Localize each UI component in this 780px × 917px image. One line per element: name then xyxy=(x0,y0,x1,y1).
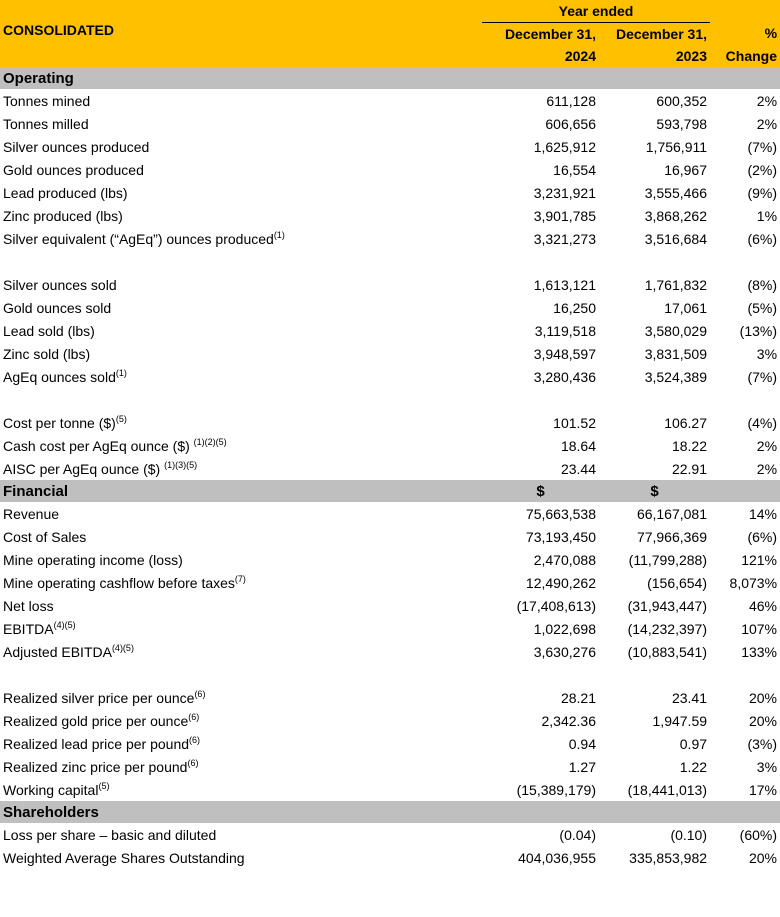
percent-change: 8,073% xyxy=(729,574,778,591)
section-title: Financial xyxy=(0,480,482,502)
percent-change: (7%) xyxy=(747,368,778,385)
row-label xyxy=(0,411,482,434)
row-label-text: Gold ounces produced xyxy=(3,161,144,178)
header-row-1 xyxy=(0,0,780,23)
value-2024: 3,119,518 xyxy=(534,322,596,339)
header-row-3 xyxy=(0,44,780,67)
row-label xyxy=(0,755,482,778)
table-row xyxy=(0,457,780,480)
value-2023: 17,061 xyxy=(664,299,708,316)
spacer-cell xyxy=(710,663,780,686)
value-2024: 16,250 xyxy=(553,299,596,316)
value-2024: 3,630,276 xyxy=(533,643,596,660)
value-2024: 1,625,912 xyxy=(533,138,596,155)
section-row-financial xyxy=(0,480,780,502)
value-2023: 1,947.59 xyxy=(652,712,708,729)
footnote-ref: (1)(3)(5) xyxy=(164,459,198,470)
table-row xyxy=(0,823,780,846)
row-label xyxy=(0,778,482,801)
table-row xyxy=(0,319,780,342)
section-title: Shareholders xyxy=(0,801,482,823)
row-label xyxy=(0,296,482,319)
row-label-text: Silver ounces produced xyxy=(3,138,150,155)
currency-label: $ xyxy=(599,480,710,502)
table-row xyxy=(0,502,780,525)
value-2024: 101.52 xyxy=(553,414,596,431)
row-label-text: Cost of Sales xyxy=(3,528,87,545)
table-row xyxy=(0,686,780,709)
row-label-text: Tonnes mined xyxy=(3,92,91,109)
value-2023: 3,580,029 xyxy=(644,322,708,339)
footnote-ref: (1)(2)(5) xyxy=(193,436,227,447)
table-row xyxy=(0,112,780,135)
section-row-operating xyxy=(0,67,780,89)
value-2023: 1,761,832 xyxy=(644,276,708,293)
percent-change: 2% xyxy=(756,460,778,477)
row-label xyxy=(0,319,482,342)
footnote-ref: (4)(5) xyxy=(111,642,134,653)
row-label-text: Mine operating income (loss) xyxy=(3,551,183,568)
footnote-ref: (1) xyxy=(115,367,127,378)
value-2023: 22.91 xyxy=(671,460,708,477)
percent-change: 2% xyxy=(756,92,778,109)
percent-change: 20% xyxy=(748,689,778,706)
table-row xyxy=(0,755,780,778)
spacer-cell xyxy=(482,663,599,686)
row-label-text: Revenue xyxy=(3,505,60,522)
value-2023: 3,555,466 xyxy=(644,184,708,201)
spacer-cell xyxy=(599,388,710,411)
value-2024: 611,128 xyxy=(546,92,596,109)
row-label xyxy=(0,686,482,709)
percent-change: (3%) xyxy=(747,735,778,752)
value-2023: 335,853,982 xyxy=(629,849,708,866)
row-label-text: Tonnes milled xyxy=(3,115,89,132)
value-2023: (11,799,288) xyxy=(628,551,708,568)
spacer-cell xyxy=(0,250,482,273)
table-row xyxy=(0,732,780,755)
value-2024: 3,231,921 xyxy=(533,184,596,201)
section-row-shareholders xyxy=(0,801,780,823)
footnote-ref: (7) xyxy=(234,573,246,584)
section-empty-cell xyxy=(710,801,780,823)
value-2024: 75,663,538 xyxy=(525,505,596,522)
row-label-text: Realized gold price per ounce xyxy=(3,712,189,729)
value-2024: (17,408,613) xyxy=(516,597,596,614)
row-label-text: Mine operating cashflow before taxes xyxy=(3,574,235,591)
percent-change: (9%) xyxy=(747,184,778,201)
value-2023: 66,167,081 xyxy=(636,505,708,522)
row-label xyxy=(0,846,482,869)
section-empty-cell xyxy=(599,67,710,89)
section-empty-cell xyxy=(482,67,599,89)
value-2023: 16,967 xyxy=(664,161,708,178)
value-2023: (156,654) xyxy=(647,574,708,591)
row-label-text: Realized silver price per ounce xyxy=(3,689,195,706)
row-label-text: Lead produced (lbs) xyxy=(3,184,128,201)
table-row xyxy=(0,846,780,869)
value-2024: 3,901,785 xyxy=(533,207,596,224)
row-label xyxy=(0,502,482,525)
value-2024: 3,280,436 xyxy=(533,368,596,385)
table-row xyxy=(0,571,780,594)
row-label-text: Adjusted EBITDA xyxy=(3,643,112,660)
row-label xyxy=(0,571,482,594)
table-row xyxy=(0,709,780,732)
table-row xyxy=(0,158,780,181)
value-2024: 23.44 xyxy=(560,460,596,477)
percent-change: 20% xyxy=(748,849,778,866)
row-label xyxy=(0,158,482,181)
footnote-ref: (1) xyxy=(273,229,285,240)
percent-change: 107% xyxy=(741,620,778,637)
table-row xyxy=(0,548,780,571)
value-2024: (0.04) xyxy=(559,826,596,843)
row-label xyxy=(0,823,482,846)
row-label-text: Lead sold (lbs) xyxy=(3,322,95,339)
percent-change: 46% xyxy=(748,597,778,614)
spacer-cell xyxy=(710,388,780,411)
table-row xyxy=(0,434,780,457)
value-2023: 600,352 xyxy=(656,92,708,109)
table-row xyxy=(0,640,780,663)
spacer-cell xyxy=(710,250,780,273)
row-label-text: Weighted Average Shares Outstanding xyxy=(3,849,245,866)
row-label-text: Silver ounces sold xyxy=(3,276,117,293)
percent-change: (6%) xyxy=(747,230,778,247)
row-label xyxy=(0,457,482,480)
row-label xyxy=(0,135,482,158)
row-label xyxy=(0,525,482,548)
value-2023: (0.10) xyxy=(670,826,708,843)
value-2024: 2,342.36 xyxy=(541,712,596,729)
value-2023: (14,232,397) xyxy=(627,620,708,637)
footnote-ref: (6) xyxy=(194,688,206,699)
footnote-ref: (6) xyxy=(189,734,201,745)
spacer-row xyxy=(0,388,780,411)
percent-change: (4%) xyxy=(747,414,778,431)
table-row xyxy=(0,342,780,365)
value-2023: 3,868,262 xyxy=(644,207,708,224)
row-label xyxy=(0,617,482,640)
row-label xyxy=(0,273,482,296)
row-label xyxy=(0,365,482,388)
value-2023: 106.27 xyxy=(664,414,708,431)
table-row xyxy=(0,273,780,296)
percent-change: 121% xyxy=(741,551,778,568)
value-2023: 593,798 xyxy=(656,115,708,132)
percent-change: 3% xyxy=(756,758,778,775)
percent-change: (8%) xyxy=(747,276,778,293)
row-label-text: Zinc produced (lbs) xyxy=(3,207,123,224)
header-empty-cell xyxy=(0,44,482,67)
table-row xyxy=(0,525,780,548)
row-label xyxy=(0,732,482,755)
year-ended-label: Year ended xyxy=(482,0,710,23)
value-2024: 3,948,597 xyxy=(533,345,596,362)
row-label-text: Zinc sold (lbs) xyxy=(3,345,91,362)
percent-change: 17% xyxy=(748,781,778,798)
percent-change: (60%) xyxy=(739,826,778,843)
value-2023: (10,883,541) xyxy=(627,643,708,660)
row-label-text: Realized zinc price per pound xyxy=(3,758,188,775)
percent-change: 133% xyxy=(741,643,778,660)
section-empty-cell xyxy=(599,801,710,823)
value-2023: 18.22 xyxy=(671,437,708,454)
row-label xyxy=(0,434,482,457)
section-empty-cell xyxy=(710,67,780,89)
value-2024: 1,022,698 xyxy=(533,620,596,637)
percent-change: (13%) xyxy=(739,322,778,339)
col-2024-header-line1: December 31, xyxy=(482,23,599,45)
table-row xyxy=(0,617,780,640)
value-2024: 3,321,273 xyxy=(533,230,596,247)
row-label xyxy=(0,594,482,617)
value-2024: 0.94 xyxy=(568,735,596,752)
spacer-cell xyxy=(599,250,710,273)
row-label-text: Silver equivalent (“AgEq”) ounces produced xyxy=(3,230,274,247)
col-2023-header-line2: 2023 xyxy=(599,44,710,67)
percent-change: (2%) xyxy=(747,161,778,178)
row-label xyxy=(0,204,482,227)
percent-change: (5%) xyxy=(747,299,778,316)
value-2024: 404,036,955 xyxy=(518,849,596,866)
spacer-row xyxy=(0,663,780,686)
footnote-ref: (5) xyxy=(115,413,127,424)
table-row xyxy=(0,204,780,227)
value-2023: 1.22 xyxy=(679,758,708,775)
value-2023: 3,524,389 xyxy=(644,368,708,385)
value-2023: 0.97 xyxy=(679,735,708,752)
col-change-header-line1: % xyxy=(710,23,780,45)
table-row xyxy=(0,411,780,434)
footnote-ref: (6) xyxy=(188,711,200,722)
row-label-text: Gold ounces sold xyxy=(3,299,112,316)
spacer-cell xyxy=(482,388,599,411)
table-row xyxy=(0,594,780,617)
header-row-2 xyxy=(0,23,780,45)
spacer-row xyxy=(0,250,780,273)
row-label-text: Cost per tonne ($) xyxy=(3,414,116,431)
value-2024: 1,613,121 xyxy=(533,276,596,293)
table-row xyxy=(0,135,780,158)
footnote-ref: (5) xyxy=(98,780,110,791)
table-row xyxy=(0,778,780,801)
spacer-cell xyxy=(599,663,710,686)
row-label-text: Cash cost per AgEq ounce ($) xyxy=(3,437,194,454)
value-2023: (31,943,447) xyxy=(627,597,708,614)
section-empty-cell xyxy=(710,480,780,502)
col-2023-header-line1: December 31, xyxy=(599,23,710,45)
value-2024: 16,554 xyxy=(553,161,596,178)
footnote-ref: (4)(5) xyxy=(53,619,76,630)
percent-change: 2% xyxy=(756,437,778,454)
spacer-cell xyxy=(482,250,599,273)
footnote-ref: (6) xyxy=(187,757,199,768)
value-2024: 28.21 xyxy=(560,689,596,706)
row-label xyxy=(0,181,482,204)
row-label-text: AISC per AgEq ounce ($) xyxy=(3,460,165,477)
spacer-cell xyxy=(0,388,482,411)
value-2023: 1,756,911 xyxy=(645,138,708,155)
value-2023: 3,831,509 xyxy=(644,345,708,362)
section-title: Operating xyxy=(0,67,482,89)
table-row xyxy=(0,227,780,250)
table-title: CONSOLIDATED xyxy=(0,23,482,45)
header-empty-cell xyxy=(710,0,780,23)
percent-change: 20% xyxy=(748,712,778,729)
value-2023: 23.41 xyxy=(671,689,708,706)
row-label-text: AgEq ounces sold xyxy=(3,368,116,385)
row-label xyxy=(0,227,482,250)
row-label xyxy=(0,640,482,663)
table-row xyxy=(0,296,780,319)
section-empty-cell xyxy=(482,801,599,823)
percent-change: 2% xyxy=(756,115,778,132)
header-empty-cell xyxy=(0,0,482,23)
table-row xyxy=(0,181,780,204)
row-label-text: Net loss xyxy=(3,597,54,614)
col-change-header-line2: Change xyxy=(710,44,780,67)
currency-label: $ xyxy=(482,480,599,502)
value-2024: 73,193,450 xyxy=(525,528,596,545)
value-2024: 1.27 xyxy=(568,758,596,775)
value-2024: 606,656 xyxy=(545,115,596,132)
row-label xyxy=(0,89,482,112)
row-label-text: Loss per share – basic and diluted xyxy=(3,826,217,843)
row-label-text: EBITDA xyxy=(3,620,54,637)
percent-change: 3% xyxy=(756,345,778,362)
row-label-text: Realized lead price per pound xyxy=(3,735,190,752)
percent-change: (7%) xyxy=(747,138,778,155)
col-2024-header-line2: 2024 xyxy=(482,44,599,67)
percent-change: 14% xyxy=(748,505,778,522)
row-label xyxy=(0,548,482,571)
value-2023: (18,441,013) xyxy=(627,781,708,798)
row-label xyxy=(0,112,482,135)
row-label xyxy=(0,709,482,732)
row-label xyxy=(0,342,482,365)
value-2024: 12,490,262 xyxy=(525,574,596,591)
row-label-text: Working capital xyxy=(3,781,99,798)
value-2024: 2,470,088 xyxy=(533,551,596,568)
percent-change: (6%) xyxy=(747,528,778,545)
value-2024: (15,389,179) xyxy=(516,781,596,798)
table-row xyxy=(0,365,780,388)
percent-change: 1% xyxy=(756,207,778,224)
value-2023: 3,516,684 xyxy=(644,230,708,247)
value-2024: 18.64 xyxy=(560,437,596,454)
spacer-cell xyxy=(0,663,482,686)
table-row xyxy=(0,89,780,112)
value-2023: 77,966,369 xyxy=(636,528,708,545)
